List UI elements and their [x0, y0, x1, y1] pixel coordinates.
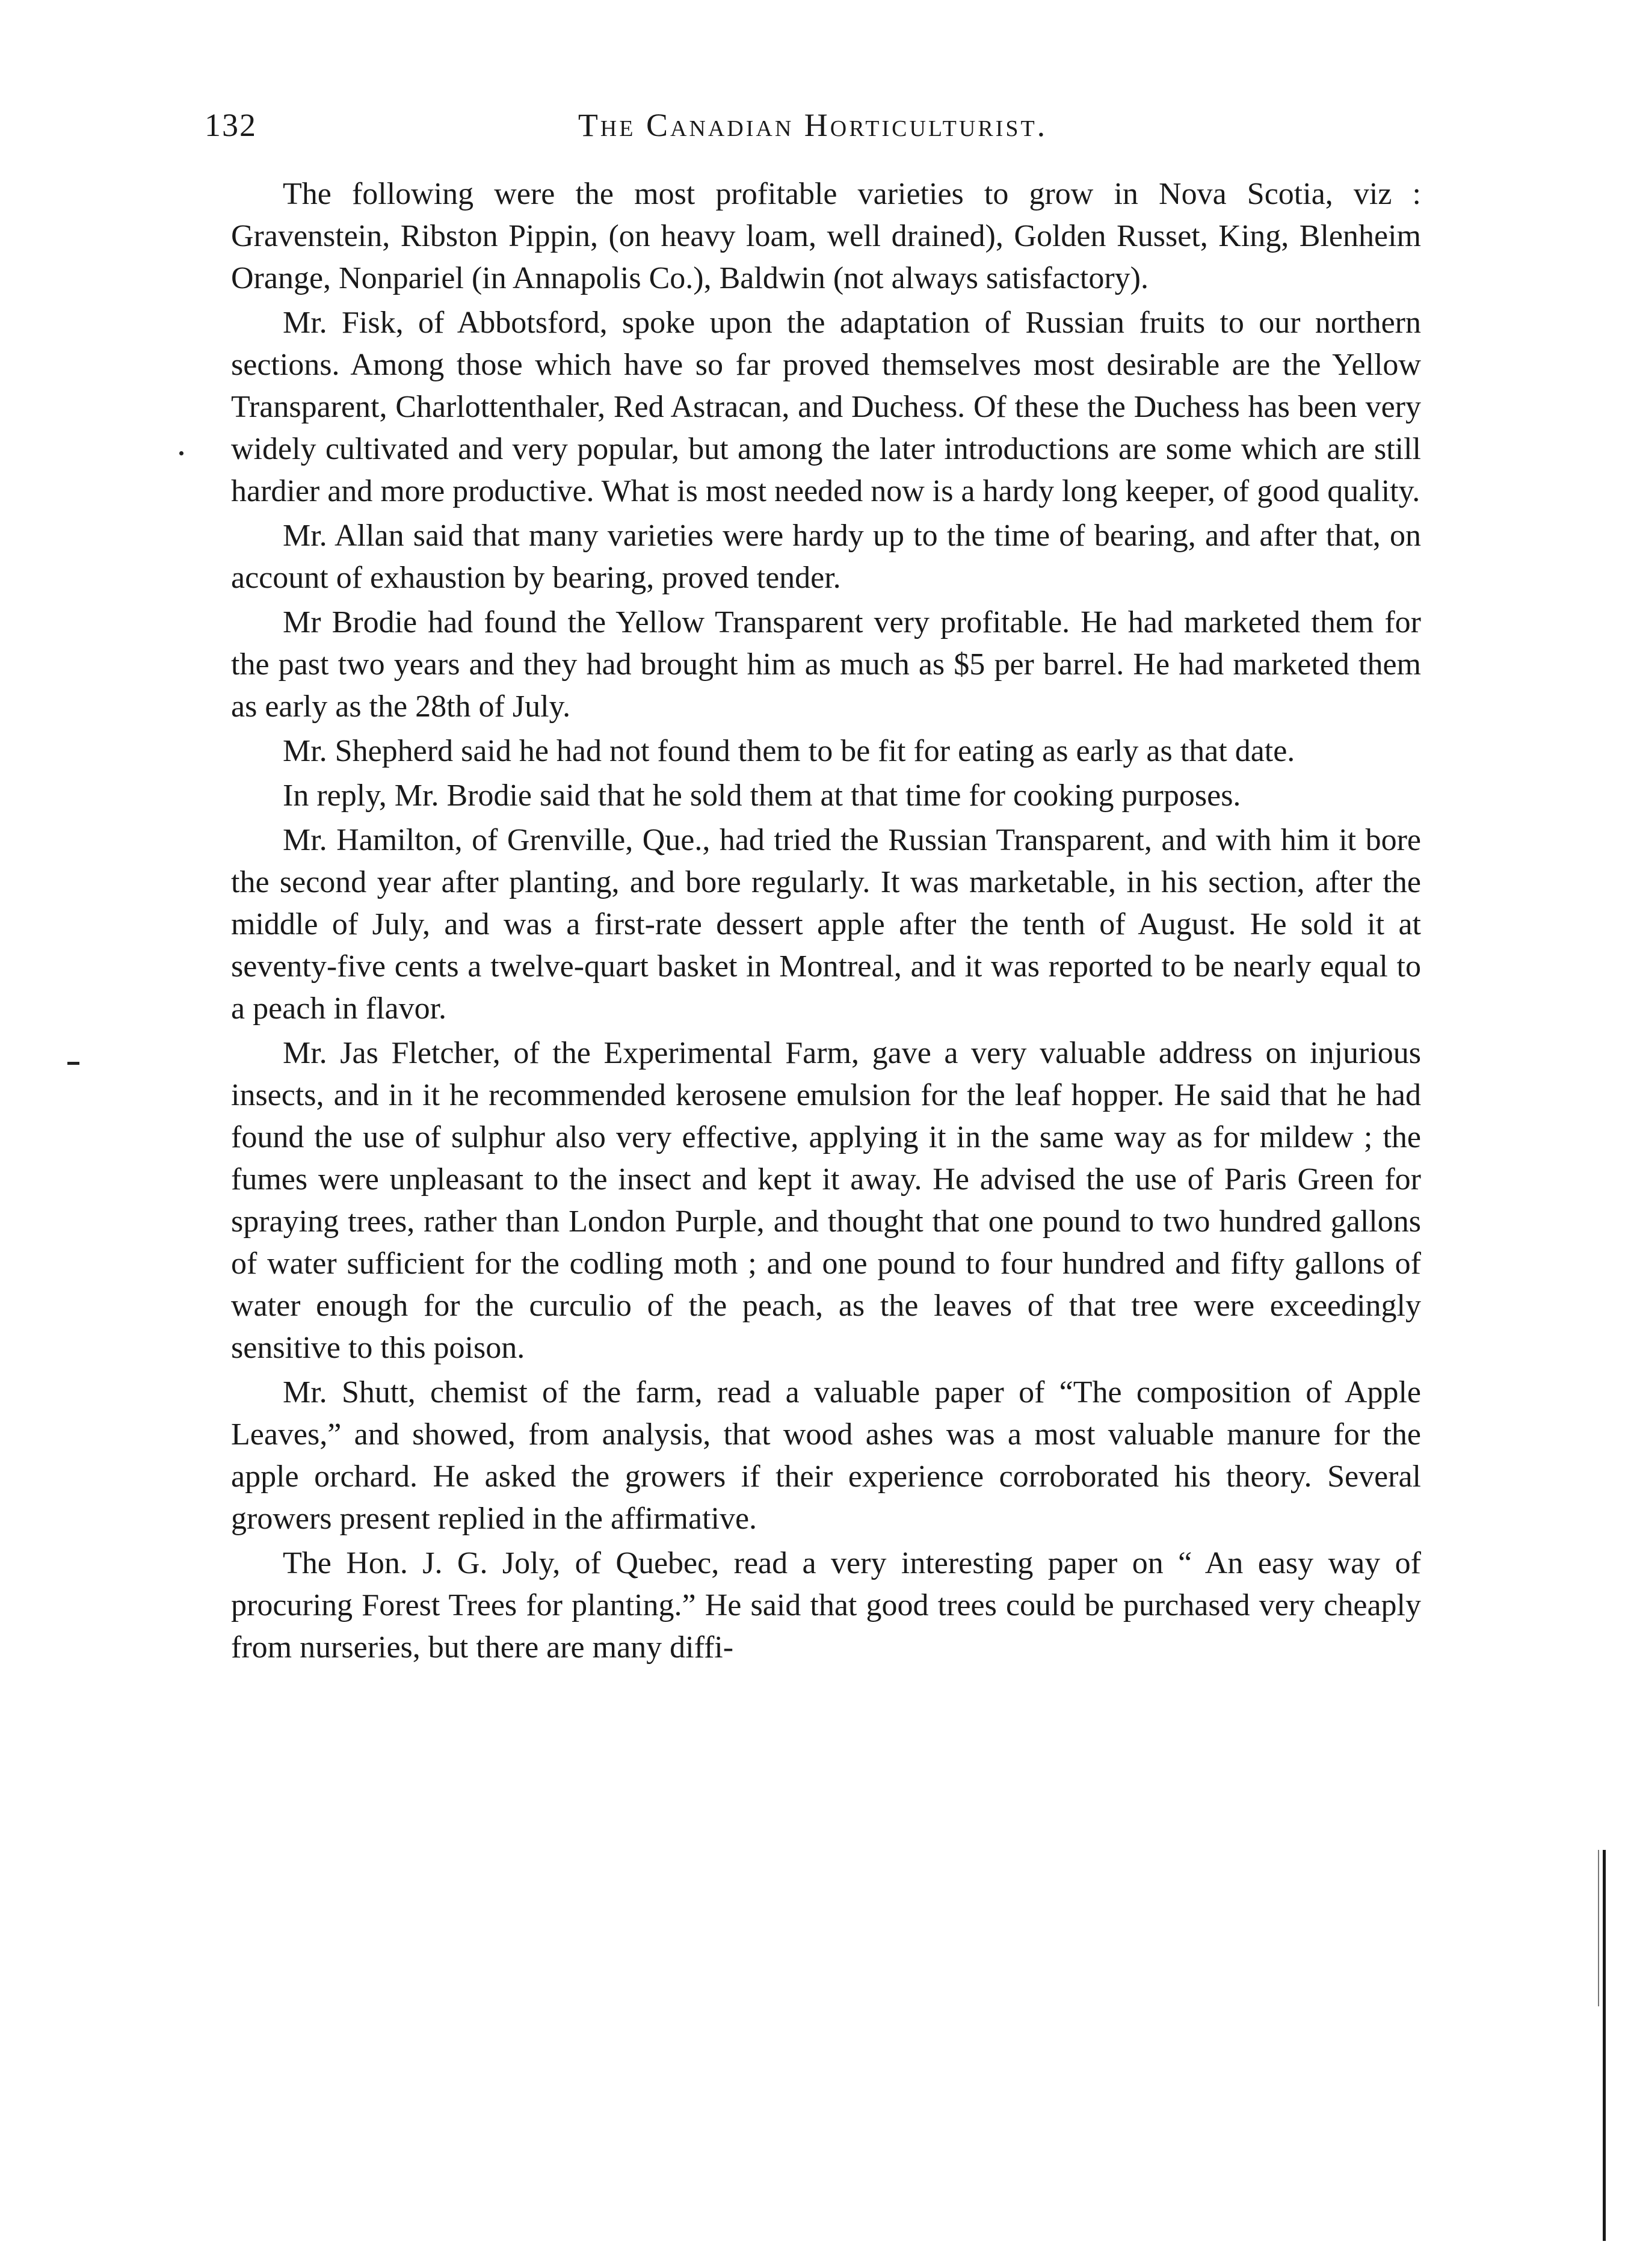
paragraph-fisk-russian-fruits: Mr. Fisk, of Abbotsford, spoke upon the adaptation of Russian fruits to our northern sections. Among those which have so far proved themselves most desirable are the Yellow Transparent, Charlottenthaler, Red Astracan, and Duchess. Of these the Duchess has been very widely cultivated and very popular, but among the later introductions are some which are still hardier and more productive. What is most needed now is a hardy long keeper, of good quality.: [231, 306, 1421, 508]
scan-edge-line: [1603, 1850, 1606, 2241]
paragraph-shutt-apple-leaves: Mr. Shutt, chemist of the farm, read a valuable paper of “The composition of Apple Leaves,” and showed, from analysis, that wood ashes was a most valuable manure for the apple orchard. He asked the growers if their experience corroborated his theory. Several growers present replied in the affirmative.: [231, 1375, 1421, 1536]
paragraph-brodie-yellow-transparent: Mr Brodie had found the Yellow Transparent very profitable. He had marketed them for the past two years and they had brought him as much as $5 per barrel. He had marketed them as early as the 28th of July.: [231, 605, 1421, 724]
paragraph-fletcher-insects: Mr. Jas Fletcher, of the Experimental Farm, gave a very valuable address on injurious insects, and in it he recommended kerosene emulsion for the leaf hopper. He said that he had found the use of sulphur also very effective, applying it in the same way as for mildew ; the fumes were unpleasant to the insect and kept it away. He advised the use of Paris Green for spraying trees, rather than London Purple, and thought that one pound to two hundred gallons of water sufficient for the codling moth ; and one pound to four hundred and fifty gallons of water enough for the curculio of the peach, as the leaves of that tree were exceedingly sensitive to this poison.: [231, 1036, 1421, 1365]
article-body: [231, 173, 1421, 1669]
paragraph-brodie-cooking: In reply, Mr. Brodie said that he sold them at that time for cooking purposes.: [283, 778, 1241, 813]
journal-title: The Canadian Horticulturist.: [578, 107, 1048, 143]
paragraph-nova-scotia-varieties: The following were the most profitable varieties to grow in Nova Scotia, viz : Gravenstein, Ribston Pippin, (on heavy loam, well drained), Golden Russet, King, Blenheim Orange, Nonpariel (in Annapolis Co.), Baldwin (not always satisfactory).: [231, 177, 1421, 295]
paragraph-shepherd-reply: Mr. Shepherd said he had not found them to be fit for eating as early as that date.: [283, 734, 1295, 768]
paragraph-joly-forest-trees: The Hon. J. G. Joly, of Quebec, read a very interesting paper on “ An easy way of procuring Forest Trees for planting.” He said that good trees could be purchased very cheaply from nurseries, but there are many diffi-: [231, 1546, 1421, 1665]
running-head: [205, 101, 1421, 149]
page-number: 132: [205, 107, 257, 143]
margin-dash-mark: [67, 1062, 79, 1065]
margin-dot-mark: [179, 451, 183, 455]
paragraph-allan-hardiness: Mr. Allan said that many varieties were hardy up to the time of bearing, and after that, on account of exhaustion by bearing, proved tender.: [231, 519, 1421, 595]
scan-edge-faint-line: [1598, 1850, 1599, 2006]
paragraph-hamilton-russian-transparent: Mr. Hamilton, of Grenville, Que., had tried the Russian Transparent, and with him it bore the second year after planting, and bore regularly. It was marketable, in his section, after the middle of July, and was a first-rate dessert apple after the tenth of August. He sold it at seventy-five cents a twelve-quart basket in Montreal, and it was reported to be nearly equal to a peach in flavor.: [231, 823, 1421, 1026]
